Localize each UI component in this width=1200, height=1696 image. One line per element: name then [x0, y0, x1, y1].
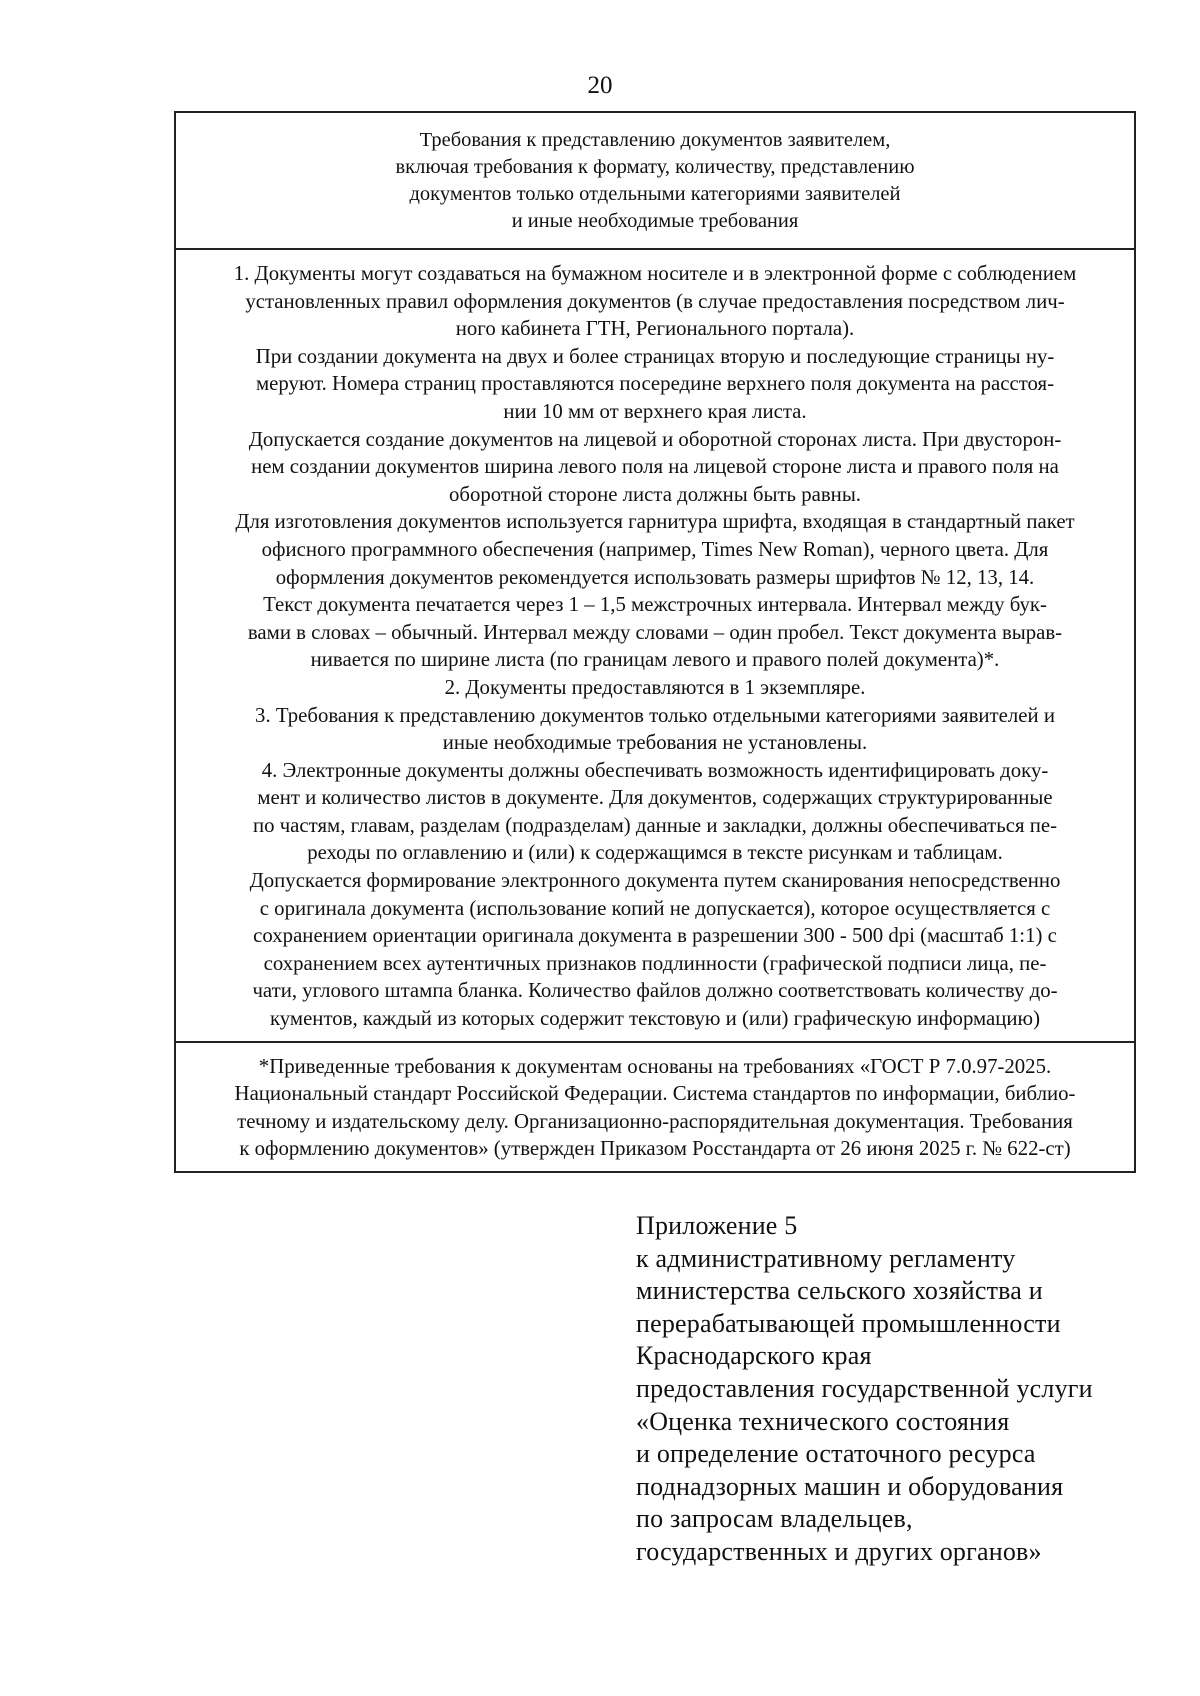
- appendix-line: государственных и других органов»: [636, 1536, 1042, 1566]
- body-line: иные необходимые требования не установлены.: [442, 731, 868, 755]
- appendix-line: «Оценка технического состояния: [636, 1406, 1010, 1436]
- body-line: 2. Документы предоставляются в 1 экземпляре.: [444, 675, 866, 699]
- page-number: 20: [587, 72, 613, 99]
- appendix-line: министерства сельского хозяйства и: [636, 1276, 1043, 1306]
- header-line: Требования к представлению документов заявителем,: [419, 129, 891, 151]
- body-line: кументов, каждый из которых содержит текстовую и (или) графическую информацию): [269, 1007, 1041, 1031]
- requirements-table: [174, 111, 1136, 1173]
- body-line: реходы по оглавлению и (или) к содержащимся в тексте рисункам и таблицам.: [307, 841, 1003, 865]
- body-line: меруют. Номера страниц проставляются посередине верхнего поля документа на расстоя-: [255, 372, 1055, 396]
- body-line: 3. Требования к представлению документов только отдельными категориями заявителей и: [255, 703, 1055, 727]
- body-line: по частям, главам, разделам (подразделам) данные и закладки, должны обеспечиваться пе-: [253, 813, 1057, 837]
- body-line: сохранением ориентации оригинала документа в разрешении 300 - 500 dpi (масштаб 1:1) с: [253, 924, 1057, 948]
- table-body-cell: [176, 250, 1134, 1043]
- body-line: вами в словах – обычный. Интервал между словами – один пробел. Текст документа вырав-: [247, 620, 1063, 644]
- body-line: оборотной стороне листа должны быть равны.: [449, 482, 861, 506]
- body-line: Допускается создание документов на лицевой и оборотной сторонах листа. При двусторон-: [248, 427, 1062, 451]
- body-line: нии 10 мм от верхнего края листа.: [503, 399, 807, 423]
- appendix-line: по запросам владельцев,: [636, 1504, 913, 1534]
- appendix-line: предоставления государственной услуги: [636, 1373, 1093, 1403]
- body-line: с оригинала документа (использование копий не допускается), которое осуществляется с: [259, 896, 1051, 920]
- body-line: мент и количество листов в документе. Для документов, содержащих структурированные: [257, 786, 1053, 810]
- table-header: [176, 113, 1134, 250]
- appendix-line: Приложение 5: [636, 1211, 798, 1240]
- header-line: документов только отдельными категориями заявителей: [409, 183, 901, 205]
- body-line: Для изготовления документов используется гарнитура шрифта, входящая в стандартный пакет: [235, 510, 1075, 534]
- footnote-line: к оформлению документов» (утвержден Приказом Росстандарта от 26 июня 2025 г. № 622-ст): [239, 1137, 1071, 1161]
- body-line: оформления документов рекомендуется использовать размеры шрифтов № 12, 13, 14.: [275, 565, 1035, 589]
- appendix-caption: [636, 1210, 1156, 1569]
- body-line: установленных правил оформления документов (в случае предоставления посредством лич-: [245, 289, 1065, 313]
- body-line: чати, углового штампа бланка. Количество файлов должно соответствовать количеству до-: [252, 979, 1058, 1003]
- body-line: нивается по ширине листа (по границам левого и правого полей документа)*.: [310, 648, 1000, 672]
- footnote-line: течному и издательскому делу. Организационно-распорядительная документация. Требования: [237, 1109, 1073, 1133]
- body-line: Текст документа печатается через 1 – 1,5 межстрочных интервала. Интервал между бук-: [263, 593, 1047, 617]
- body-line: 1. Документы могут создаваться на бумажном носителе и в электронной форме с соблюдением: [233, 262, 1077, 285]
- body-line: ного кабинета ГТН, Регионального портала).: [455, 317, 855, 341]
- body-line: При создании документа на двух и более страницах вторую и последующие страницы ну-: [255, 344, 1055, 368]
- body-line: нем создании документов ширина левого поля на лицевой стороне листа и правого поля на: [251, 455, 1059, 479]
- appendix-line: перерабатывающей промышленности: [636, 1308, 1061, 1338]
- body-line: сохранением всех аутентичных признаков подлинности (графической подписи лица, пе-: [263, 951, 1047, 975]
- appendix-line: к административному регламенту: [636, 1243, 1016, 1273]
- footnote-line: Национальный стандарт Российской Федерации. Система стандартов по информации, библио-: [234, 1082, 1076, 1106]
- body-line: офисного программного обеспечения (например, Times New Roman), черного цвета. Для: [261, 537, 1049, 561]
- footnote-cell: [176, 1043, 1134, 1171]
- footnote-line: *Приведенные требования к документам основаны на требованиях «ГОСТ Р 7.0.97-2025.: [258, 1054, 1052, 1078]
- appendix-line: поднадзорных машин и оборудования: [636, 1471, 1064, 1501]
- body-line: Допускается формирование электронного документа путем сканирования непосредственно: [249, 869, 1061, 893]
- header-line: включая требования к формату, количеству, представлению: [395, 156, 915, 178]
- appendix-line: и определение остаточного ресурса: [636, 1439, 1036, 1469]
- appendix-line: Краснодарского края: [636, 1341, 872, 1371]
- header-line: и иные необходимые требования: [511, 210, 799, 232]
- body-line: 4. Электронные документы должны обеспечивать возможность идентифицировать доку-: [261, 758, 1049, 782]
